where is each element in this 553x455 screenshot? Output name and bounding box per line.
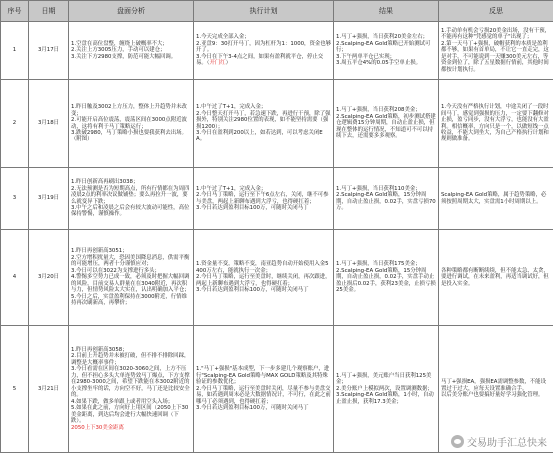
- result-cell-line: 3.Scalping-EA Gold策略，1小时，自动止盈止损，获利17.3美金；: [336, 392, 434, 405]
- watermark-text: 交易助手汇总快来: [467, 438, 547, 449]
- row-number: 3: [1, 168, 29, 230]
- header-row: [1, 1, 553, 22]
- header-reflect: 反思: [439, 1, 553, 22]
- reflect-cell: [439, 230, 553, 326]
- analysis-cell-line: 1.昨日再创新高3051；: [71, 248, 128, 255]
- analysis-cell-line: 3.关注下方2980支撑，防范可能大幅回调。: [71, 53, 177, 60]
- plan-cell: [194, 168, 334, 230]
- result-cell-line: 3.周五平仓4%的0.05手空单止损。: [336, 60, 421, 67]
- header-result: 结果: [334, 1, 439, 22]
- analysis-cell-line: 5.如果在此之前，方向好上用区间（2050上下30美金距离，到达后均会进行大幅快速回调（下跌）。: [71, 405, 189, 425]
- plan-cell: [194, 230, 334, 326]
- table-row: [1, 168, 553, 230]
- plan-highlight: 开门红: [209, 60, 226, 67]
- header-no: 序号: [1, 1, 29, 22]
- reflect-cell-line: 马丁+强损EA，强损EA需调整参数，不能设置过于过大，应每天设置准确合手。: [441, 379, 546, 392]
- row-date: 3月19日: [29, 168, 69, 230]
- analysis-cell-line: 5.今日之后，实盘盈利保持在3000附近，行情维持再次刷新高，再攀价；: [71, 293, 187, 307]
- plan-cell: [194, 326, 334, 453]
- row-number: 5: [1, 326, 29, 453]
- result-cell: [334, 80, 439, 168]
- plan-cell-line: 3.今日若达到盈利目标100万，可随时关闭马丁: [196, 204, 309, 211]
- reflect-cell-line: 以后美分账户也要搞好量好学习强化管理。: [441, 392, 544, 399]
- analysis-cell: [69, 168, 194, 230]
- result-cell-line: 2.Scalping-EA Gold策略已开始测试可行；: [336, 40, 431, 54]
- reflect-cell-line: Scalping-EA Gold策略，属于趋势策略，必须按照周期太大，实盘需1小时周期以上。: [441, 192, 547, 205]
- result-cell: [334, 326, 439, 453]
- reflect-cell-line: 各种策略都有断断续续，但不能太急、太贪，要进行调试，在未来盈利，再适当调试好，但是投入实金。: [441, 267, 549, 287]
- plan-cell-line: 3.今日在下午3-4点之间，如果有盈利就平仓，停止交易。（: [196, 53, 324, 67]
- reflect-cell-line: 1.今天没有严格执行计划，中途关闭了一段时间马丁，感觉到强损的压力，一定要下翻修对止损，盈亏同步，没有大浮亏，也能没有大盈利。相信概率，方向只是一个，以做短线一点收益，不能大到坐大，为自己产格执行计划和规则做准备。: [441, 104, 549, 143]
- table-row: [1, 230, 553, 326]
- result-cell-line: 3.下午两单平仓已实现；: [336, 53, 396, 60]
- analysis-cell-line: 2.无法预测是否为短期高点，所有行情都在为周四凌晨2点的利率决议做铺垫；要么再拉升一波，要么就变异下跌；: [71, 185, 190, 205]
- analysis-cell-line: 1.昨日再创新高3058；: [71, 346, 128, 353]
- analysis-cell-line: 4.警惕多空势力已成一致，必须及时把握大幅回调的风险，目前交易人群量在在3040附近，再次积与力，但情势风险太大实在，认出明确加入平仓；: [71, 274, 190, 294]
- result-cell-line: 1.马丁+强损，当日获利20美金左右；: [336, 34, 428, 41]
- result-cell-line: 2.Scalping-EA Gold策略，15分钟周期，自动止盈止损，0.02手，实盘手动止盈止损后0.02手，获利23美金，止损亏损25美金。: [336, 267, 436, 294]
- row-date: 3月17日: [29, 22, 69, 80]
- header-date: 日期: [29, 1, 69, 22]
- analysis-cell-line: 3.中午之后和凌晨之后会有较大波动可能性，高位保持警惕，谨慎操作。: [71, 204, 190, 218]
- plan-cell-line: 1.中午过了T+1，完成入金；: [196, 185, 267, 192]
- watermark: [451, 434, 547, 449]
- analysis-highlight: 2050上下30美金距离: [71, 424, 124, 431]
- analysis-cell-line: 3.今日可以在3022为支撑进行多头；: [71, 267, 160, 274]
- header-analysis: 盘面分析: [69, 1, 194, 22]
- result-cell: [334, 168, 439, 230]
- analysis-cell: [69, 326, 194, 453]
- analysis-cell-line: 2.空方增积扰量大，恐因美国降息消息，供需平衡的可能增压，两者十分谨慎应对；: [71, 254, 190, 268]
- reflect-cell: [439, 168, 553, 230]
- plan-cell-line: 3.今日在盈利到200以上，如若达到，可以考虑关闭EA。: [196, 129, 323, 143]
- plan-cell-line: 2.今日马丁策略，运行至美盘时，继续关闭，再次跟进，两起上新聊布遇到大浮亏，也得硬扛着；: [196, 274, 331, 287]
- analysis-cell-line: 1.空盘在高位盘整，缠绕上破概率不大；: [71, 40, 168, 47]
- analysis-cell-line: 4.如果下跌，做多单跟上或者用空头入场；: [71, 398, 174, 405]
- analysis-cell: [69, 230, 194, 326]
- row-number: 2: [1, 80, 29, 168]
- header-plan: 执行计划: [194, 1, 334, 22]
- plan-cell-line: 3.今日若达到盈利目标100万，可随时关闭马丁: [196, 287, 309, 294]
- reflect-cell: [439, 22, 553, 80]
- plan-cell-line: 1.今天完成全部入金；: [196, 34, 250, 41]
- plan-cell-line: 2.亚盘9：30打开马丁，因为杠杆为1：1000，资金也够开了。: [196, 40, 332, 54]
- result-cell-line: 2.Scalping-EA Gold策略，15分钟周期，自动止盈止损，0.02手，实盘亏损70万。: [336, 192, 436, 211]
- plan-cell-line: 2.今日马丁策略，运行至美盘时关闭，尽量不参与美盘交易，如若遇到周末必是大数据情况计，不可行，在此之前哪马丁必须遇到，也得硬扛着；: [196, 385, 331, 405]
- wechat-logo-icon: [451, 435, 464, 448]
- row-number: 4: [1, 230, 29, 326]
- analysis-cell: [69, 22, 194, 80]
- reflect-cell-line: 1.手动单有机会亏损20美金出场，没有干预，不能再有这种"凭感觉的单子"出现了；: [441, 27, 551, 41]
- result-cell: [334, 22, 439, 80]
- analysis-cell-line: 1.昨日创新高再刷出3038；: [71, 179, 139, 186]
- row-number: 1: [1, 22, 29, 80]
- row-date: 3月21日: [29, 326, 69, 453]
- result-cell-line: 2.Scalping-EA Gold策略，初步测试搭建仓逻辑费15分钟周期，自动止盈止损，但现在整体的运行情况，不知道可不可以持续下去，还需要多多观察。: [336, 113, 436, 140]
- analysis-cell: [69, 80, 194, 168]
- plan-cell-line: 3.今日若达到盈利目标100万，可随时关闭马丁: [196, 405, 309, 412]
- table-row: [1, 80, 553, 168]
- reflect-cell: [439, 80, 553, 168]
- plan-cell-line: 1."马丁+强损"基本成型，下一步多建几个观察账户，进行"Scalping-EA Gold策略与MAX GOLD策略及其特殊验证的参数优化；: [196, 366, 330, 386]
- plan-cell-line: 2.今日整天打开马丁，若急速下跌，再进行干预，除了强损外，特别关注2980位置的表现，如不能坚持需要（强损1200）；: [196, 110, 331, 130]
- plan-cell: [194, 22, 334, 80]
- row-date: 3月20日: [29, 230, 69, 326]
- result-cell-line: 1.马丁+强损，美元账户当日获利125美金；: [336, 372, 432, 386]
- plan-cell-line: 1.中午过了T+1，完成入金；: [196, 104, 267, 111]
- analysis-cell-line: 3.跌破2980，马丁策略小损也要我获利去出场。（附图）: [71, 129, 187, 143]
- analysis-cell-line: 1.昨日触及3002上方压力，整体上升趋势并未改变；: [71, 104, 187, 117]
- plan-cell-line: 1.资金量不变，策略不变，南亚趋势自动开始使用入金5400万左右，能就执行一次金；: [196, 261, 329, 274]
- row-date: 3月18日: [29, 80, 69, 168]
- result-cell-line: 1.马丁+强损，当日获利175美金；: [336, 261, 421, 268]
- plan-highlight-tail: ）: [225, 60, 232, 67]
- analysis-cell-line: 3.今日看需在区间在3020-3060之间，上方不压力，但不担心多头大单连势效马丁爆点，下方支撑在2980-3000之间，希望下跌能在本3002附近的小支撑坐牢的话，方向空不好，马丁还是比较安全的。: [71, 366, 190, 399]
- analysis-cell-line: 2.可能开启高位震荡，震荡区间在3000点附近波动，这将有利于马丁策略运行；: [71, 117, 187, 130]
- plan-cell: [194, 80, 334, 168]
- analysis-cell-line: 2.关注上方3005压力，手动可以建仓；: [71, 47, 166, 54]
- result-cell-line: 1.马丁+强损，当日获利208美金；: [336, 107, 421, 114]
- result-cell-line: 2.美分账户上模拟两次，设置调测数据；: [336, 385, 433, 392]
- result-cell: [334, 230, 439, 326]
- reflect-cell-line: 2.第一天马丁+强损，破帽获利的本质是盈利都不够，如果有首单局，不让它一直走完，这是对手，不可能说到一天赚300美元左右，等资金到位了，除了五星数据行情前，其他时间都按计划执行。: [441, 40, 549, 73]
- result-cell-line: 1.马丁+强损，当日获利110美金；: [336, 185, 421, 192]
- table-row: [1, 22, 553, 80]
- analysis-cell-line: 2.目前上升趋势并未被打破，但不排不排除回踩，调整是大概率事件；: [71, 353, 190, 366]
- table-body: [1, 22, 553, 453]
- plan-cell-line: 2.今日马丁策略，运行至下午6点左右，关闭，继不可参与美盘，两起上新聊布遇到大浮亏，也得硬扛着；: [196, 192, 329, 205]
